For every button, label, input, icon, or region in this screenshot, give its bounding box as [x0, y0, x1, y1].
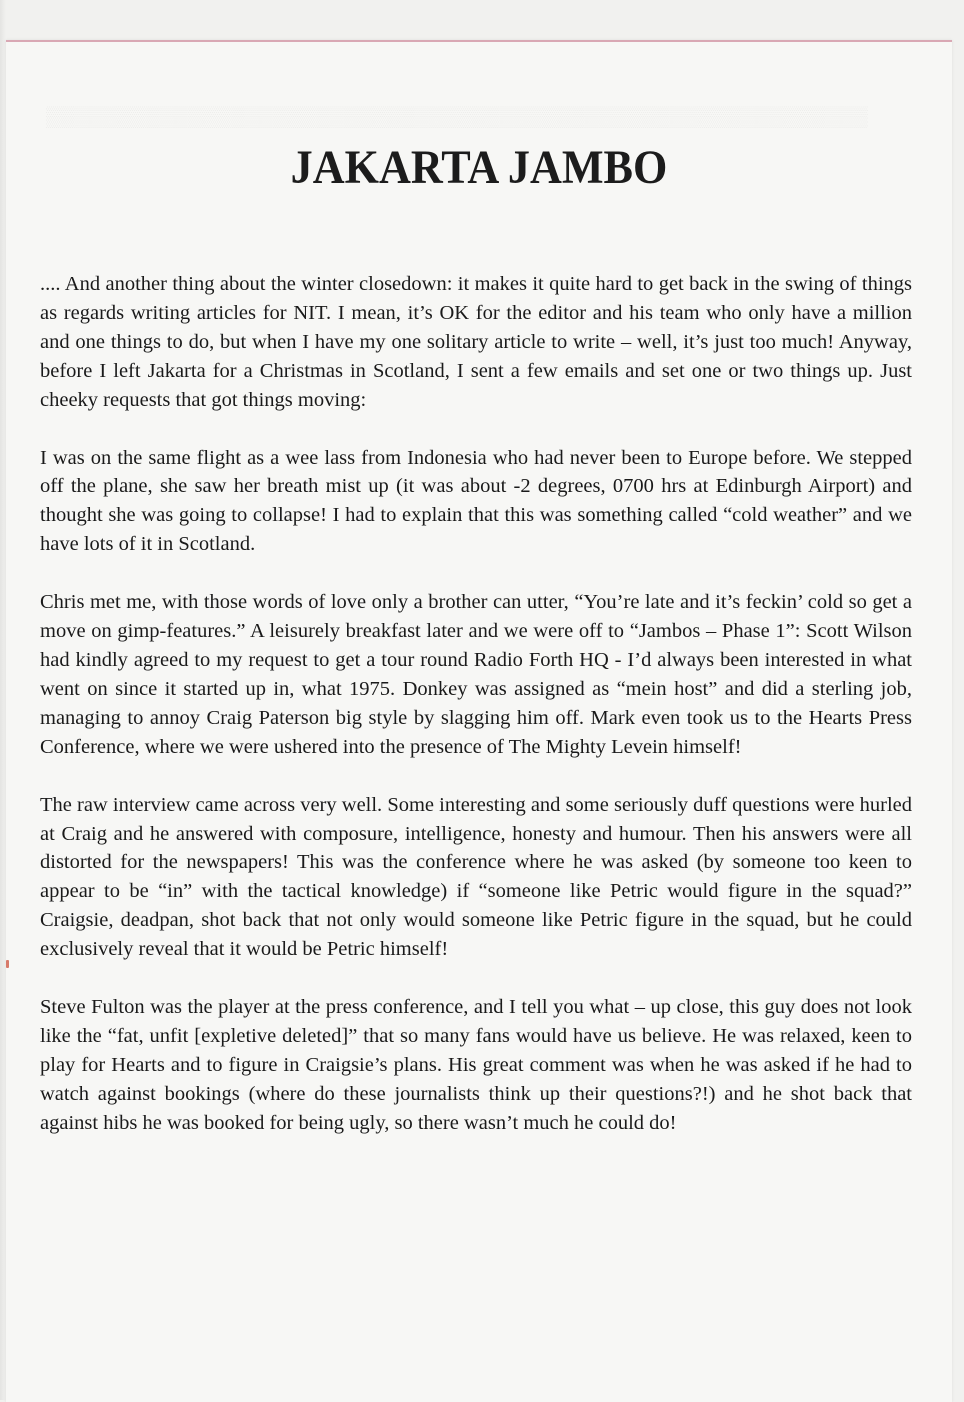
- paragraph-4: The raw interview came across very well. Some interesting and some seriously duff questions were hurled at Craig and he answered with composure, intelligence, honesty and humour. Then his answers were all distorted for the newspapers! This was the conference where he was asked (by someone too keen to appear to be “in” with the tactical knowledge) if “someone like Petric would figure in the squad?” Craigsie, deadpan, shot back that not only would someone like Petric figure in the squad, but he could exclusively reveal that it would be Petric himself!: [40, 793, 912, 961]
- article-body: [40, 270, 912, 1167]
- margin-mark: [6, 960, 9, 968]
- bleed-through-texture: [46, 102, 926, 132]
- paragraph-1: .... And another thing about the winter closedown: it makes it quite hard to get back in the swing of things as regards writing articles for NIT. I mean, it’s OK for the editor and his team who only have a million and one things to do, but when I have my one solitary article to write – well, it’s just too much! Anyway, before I left Jakarta for a Christmas in Scotland, I sent a few emails and set one or two things up. Just cheeky requests that got things moving:: [40, 273, 912, 411]
- paragraph-3: Chris met me, with those words of love only a brother can utter, “You’re late and it’s feckin’ cold so get a move on gimp-features.” A leisurely breakfast later and we were off to “Jambos – Phase 1”: Scott Wilson had kindly agreed to my request to get a tour round Radio Forth HQ - I’d always been interested in what went on since it started up in, what 1975. Donkey was assigned as “mein host” and did a sterling job, managing to annoy Craig Paterson big style by slagging him off. Mark even took us to the Hearts Press Conference, where we were ushered into the presence of The Mighty Levein himself!: [40, 591, 912, 758]
- paragraph-5: Steve Fulton was the player at the press conference, and I tell you what – up close, this guy does not look like the “fat, unfit [expletive deleted]” that so many fans would have us believe. He was relaxed, keen to play for Hearts and to figure in Craigsie’s plans. His great comment was when he was asked if he had to watch against bookings (where do these journalists think up their questions?!) and he shot back that against hibs he was booked for being ugly, so there wasn’t much he could do!: [40, 996, 912, 1134]
- document-page: [6, 40, 952, 1402]
- article-title: JAKARTA JAMBO: [290, 141, 668, 194]
- paragraph-2: I was on the same flight as a wee lass from Indonesia who had never been to Europe before. We stepped off the plane, she saw her breath mist up (it was about -2 degrees, 0700 hrs at Edinburgh Airport) and thought she was going to collapse! I had to explain that this was something called “cold weather” and we have lots of it in Scotland.: [40, 446, 912, 556]
